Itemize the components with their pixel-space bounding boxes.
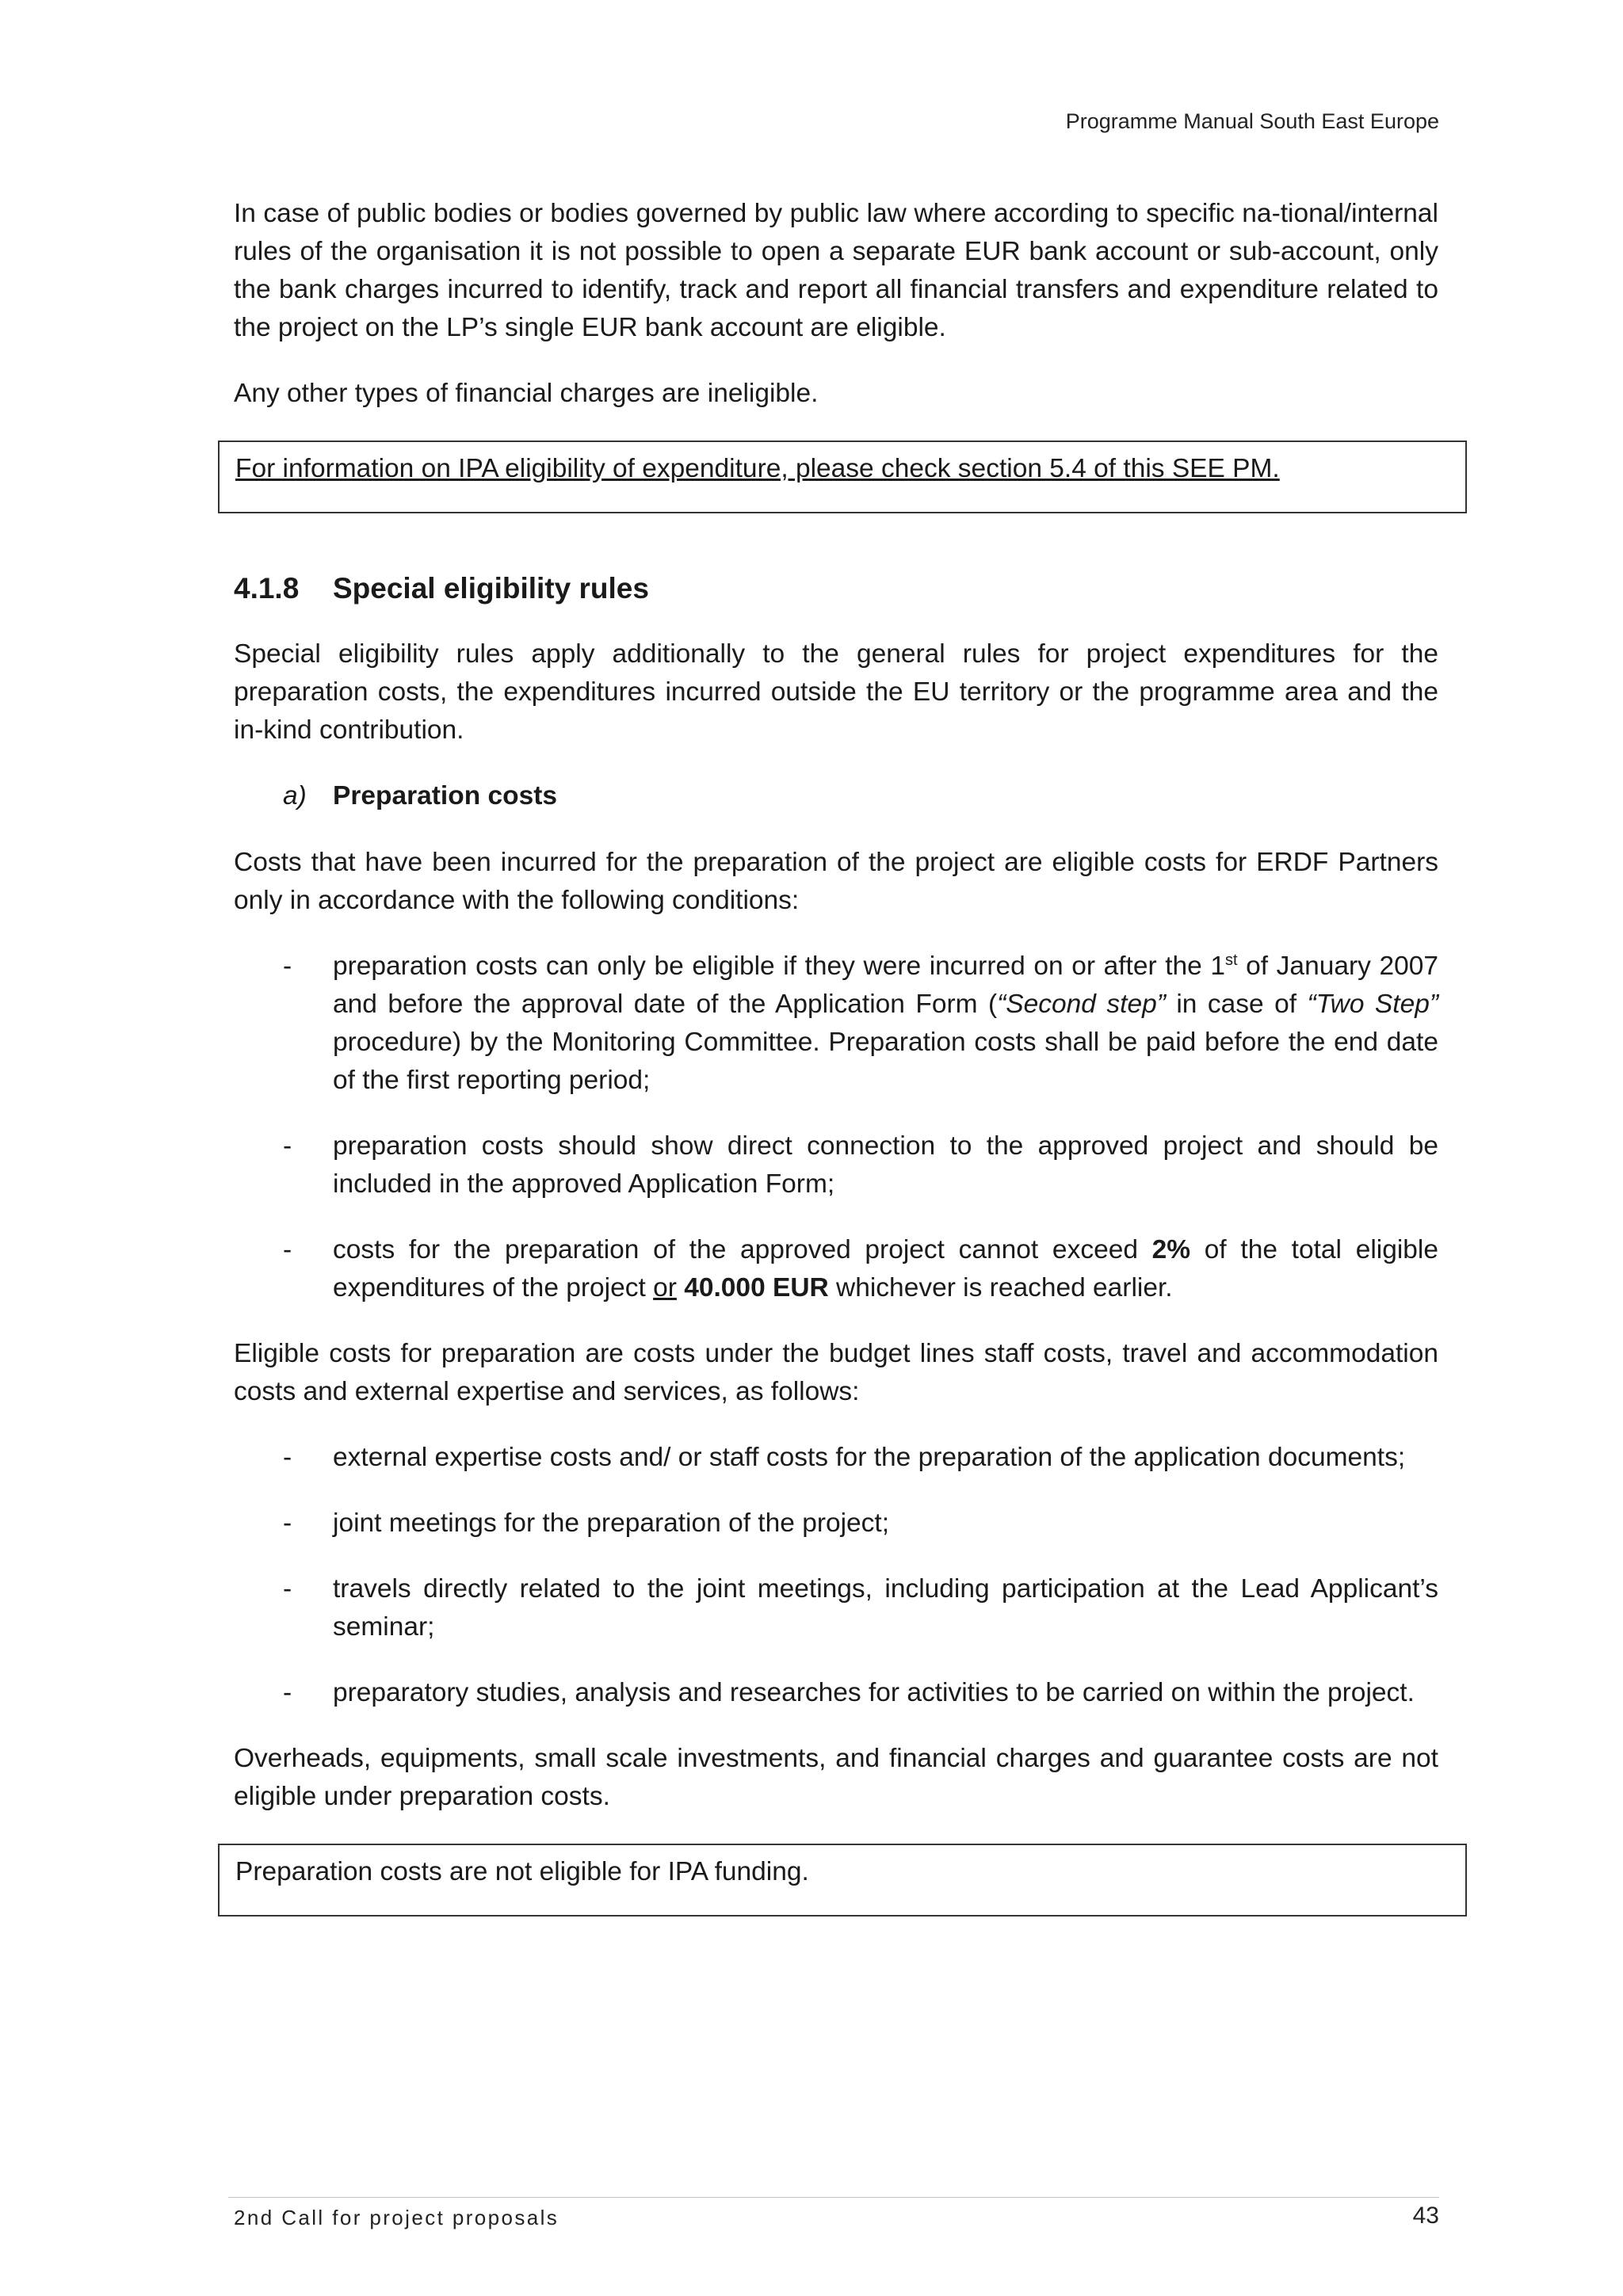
list-item bbox=[234, 1127, 1438, 1203]
footer-title: 2nd Call for project proposals bbox=[234, 2206, 559, 2229]
paragraph-conditions-intro: Costs that have been incurred for the preparation of the project are eligible costs for ERDF Partners only in accordance with the following conditions: bbox=[234, 848, 1438, 915]
paragraph-bank-charges: In case of public bodies or bodies governed by public law where according to specific na-tional/internal rules of the organisation it is not possible to open a separate EUR bank account or sub-account, only the bank charges incurred to identify, track and report all financial transfers and expenditure related to the project on the LP’s single EUR bank account are eligible. bbox=[234, 199, 1438, 342]
ipa-info-text: For information on IPA eligibility of expenditure, please check section 5.4 of this SEE PM. bbox=[235, 454, 1280, 483]
list-item bbox=[234, 1231, 1438, 1307]
list-item-text: external expertise costs and/ or staff costs for the preparation of the application documents; bbox=[333, 1443, 1406, 1472]
running-header: Programme Manual South East Europe bbox=[1065, 109, 1439, 133]
list-item-text: preparation costs can only be eligible if they were incurred on or after the 1st of January 2007 and before the approval date of the Application Form (“Second step” in case of “Two Step” procedure) by the Monitoring Committee. Preparation costs shall be paid before the end date of the first reporting period; bbox=[333, 951, 1438, 1095]
footer-divider bbox=[228, 2197, 1439, 2198]
subsection-title: Preparation costs bbox=[333, 781, 557, 810]
list-item bbox=[234, 1570, 1438, 1646]
ipa-info-box bbox=[218, 441, 1467, 513]
subsection-letter: a) bbox=[283, 781, 307, 810]
list-dash: - bbox=[283, 1678, 292, 1707]
section-heading bbox=[234, 569, 1438, 608]
list-dash: - bbox=[283, 952, 292, 981]
list-item bbox=[234, 1505, 1438, 1543]
list-dash: - bbox=[283, 1235, 292, 1264]
list-item-text: preparatory studies, analysis and researches for activities to be carried on within the project. bbox=[333, 1678, 1415, 1707]
list-item-text: joint meetings for the preparation of the project; bbox=[333, 1508, 890, 1538]
main-content bbox=[234, 195, 1438, 1944]
list-item bbox=[234, 948, 1438, 1100]
list-dash: - bbox=[283, 1508, 292, 1538]
list-item-text: preparation costs should show direct connection to the approved project and should be included in the approved Application Form; bbox=[333, 1131, 1438, 1199]
list-item bbox=[234, 1674, 1438, 1712]
list-dash: - bbox=[283, 1131, 292, 1161]
ipa-funding-box bbox=[218, 1844, 1467, 1917]
paragraph-special-rules: Special eligibility rules apply additionally to the general rules for project expenditures for the preparation costs, the expenditures incurred outside the EU territory or the programme area and the in-kind contribution. bbox=[234, 639, 1438, 745]
section-title: Special eligibility rules bbox=[333, 572, 649, 605]
paragraph-other-charges: Any other types of financial charges are ineligible. bbox=[234, 379, 819, 408]
paragraph-eligible-costs: Eligible costs for preparation are costs under the budget lines staff costs, travel and accommodation costs and external expertise and services, as follows: bbox=[234, 1339, 1438, 1406]
list-item bbox=[234, 1439, 1438, 1477]
list-dash: - bbox=[283, 1574, 292, 1604]
list-item-text: costs for the preparation of the approved project cannot exceed 2% of the total eligible expenditures of the project or 40.000 EUR whichever is reached earlier. bbox=[333, 1235, 1438, 1302]
ipa-funding-text: Preparation costs are not eligible for IPA funding. bbox=[235, 1857, 809, 1886]
subsection-heading bbox=[283, 777, 1438, 815]
list-item-text: travels directly related to the joint meetings, including participation at the Lead Applicant’s seminar; bbox=[333, 1574, 1438, 1642]
paragraph-overheads: Overheads, equipments, small scale investments, and financial charges and guarantee costs are not eligible under preparation costs. bbox=[234, 1744, 1438, 1811]
list-dash: - bbox=[283, 1443, 292, 1472]
section-number: 4.1.8 bbox=[234, 572, 300, 605]
page-number: 43 bbox=[1412, 2203, 1439, 2229]
